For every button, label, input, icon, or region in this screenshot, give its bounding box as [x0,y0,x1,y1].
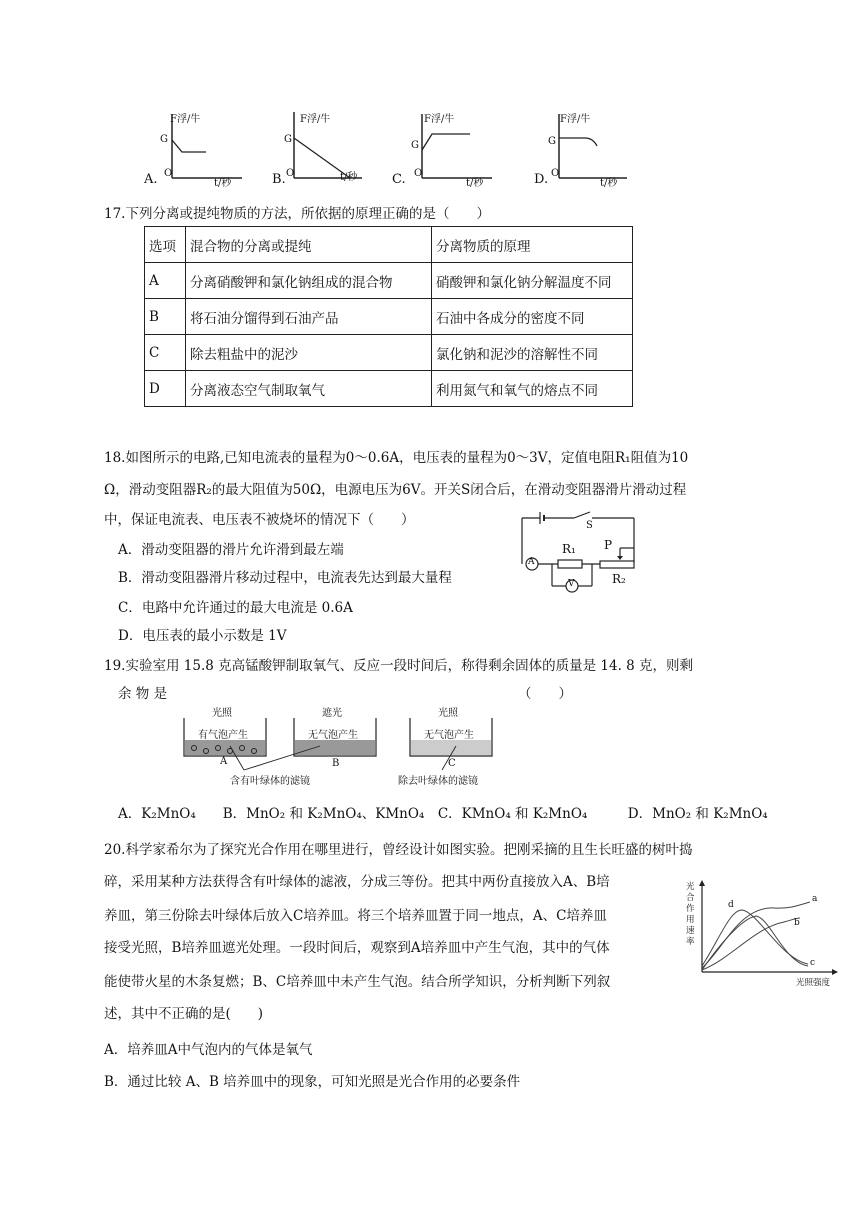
dish-a-light-label: 光照 [212,708,232,719]
dish-b-label: B [332,758,340,769]
q18-circuit-diagram [516,508,640,594]
q20-option-a[interactable]: A．培养皿A中气泡内的气体是氧气 [104,1042,313,1058]
table-row [145,263,633,299]
q16-option-c[interactable]: C. [392,172,406,187]
table-cell: A [145,263,186,299]
q17-table [144,226,633,407]
curve-d-label: d [728,900,734,910]
table-header-cell: 分离物质的原理 [432,227,633,263]
slider-p-label: P [604,538,613,552]
q16-c-o: O [414,168,423,179]
q20-photosynthesis-chart [684,878,844,988]
table-cell: 利用氮气和氧气的熔点不同 [432,371,633,407]
q16-c-xlabel: t/秒 [466,178,484,189]
table-cell: 硝酸钾和氯化钠分解温度不同 [432,263,633,299]
q16-b-o: O [286,168,295,179]
table-cell: 分离液态空气制取氧气 [186,371,432,407]
chart-xlabel: 光照强度 [796,978,831,988]
filtrate-with-chloroplast-label: 含有叶绿体的滤镜 [230,776,310,787]
q20-line4: 接受光照，B培养皿遮光处理。一段时间后，观察到A培养皿中产生气泡，其中的气体 [104,940,610,956]
r2-label: R₂ [612,572,626,586]
q18-option-b[interactable]: B．滑动变阻器滑片移动过程中，电流表先达到最大量程 [118,570,452,586]
dish-c-label: C [448,758,456,769]
dish-a-bubbles-label: 有气泡产生 [198,730,248,741]
q16-a-g: G [160,134,168,145]
curve-c-label: c [810,958,816,968]
q18-line2: Ω，滑动变阻器R₂的最大阻值为50Ω，电源电压为6V。开关S闭合后，在滑动变阻器滑片滑动过程 [104,482,687,498]
q20-option-b[interactable]: B．通过比较 A、B 培养皿中的现象，可知光照是光合作用的必要条件 [104,1074,521,1090]
dish-c-bubbles-label: 无气泡产生 [424,730,474,741]
q19-answer-paren: （ ） [518,686,572,702]
table-cell: D [145,371,186,407]
q19-options[interactable]: A．K₂MnO₄ B．MnO₂ 和 K₂MnO₄、KMnO₄ C．KMnO₄ 和 K₂MnO₄ D．MnO₂ 和 K₂MnO₄ [118,806,768,822]
table-cell: 分离硝酸钾和氯化钠组成的混合物 [186,263,432,299]
q16-d-ylabel: F浮/牛 [560,114,591,125]
q16-d-xlabel: t/秒 [600,178,618,189]
q16-b-ylabel: F浮/牛 [300,114,331,125]
q16-option-b[interactable]: B. [272,172,286,187]
ammeter-label: A [528,557,535,567]
table-cell: 氯化钠和泥沙的溶解性不同 [432,335,633,371]
q20-line6: 述，其中不正确的是( ) [104,1006,264,1022]
q16-b-g: G [284,134,292,145]
q16-d-o: O [551,168,560,179]
q18-option-c[interactable]: C．电路中允许通过的最大电流是 0.6A [118,600,353,616]
q16-a-o: O [164,168,173,179]
dish-a-label: A [220,756,228,767]
q20-line5: 能使带火星的木条复燃；B、C培养皿中未产生气泡。结合所学知识，分析判断下列叙 [104,974,611,990]
table-header-cell: 混合物的分离或提纯 [186,227,432,263]
q16-option-a[interactable]: A. [144,172,158,187]
q16-c-ylabel: F浮/牛 [424,114,455,125]
curve-a-label: a [812,894,818,904]
dish-c-light-label: 光照 [438,708,458,719]
q16-option-d[interactable]: D. [534,172,549,187]
dish-b-bubbles-label: 无气泡产生 [308,730,358,741]
table-header-row [145,227,633,263]
q20-line1: 20.科学家希尔为了探究光合作用在哪里进行，曾经设计如图实验。把刚采摘的且生长旺盛的树叶捣 [104,842,693,858]
q19-petri-figure [180,704,500,796]
q16-d-g: G [548,136,556,147]
q16-c-g: G [411,140,419,151]
q20-line3: 养皿，第三份除去叶绿体后放入C培养皿。将三个培养皿置于同一地点，A、C培养皿 [104,908,607,924]
q16-a-ylabel: F浮/牛 [170,114,201,125]
filtrate-without-chloroplast-label: 除去叶绿体的滤镜 [398,776,478,787]
switch-label: S [586,520,593,531]
dish-b-dark-label: 遮光 [322,708,342,719]
q20-line2: 碎，采用某种方法获得含有叶绿体的滤液，分成三等份。把其中两份直接放入A、B培 [104,874,610,890]
q18-option-a[interactable]: A．滑动变阻器的滑片允许滑到最左端 [118,542,344,558]
table-cell: C [145,335,186,371]
table-cell: 将石油分馏得到石油产品 [186,299,432,335]
voltmeter-label: V [568,579,575,589]
q18-line3: 中，保证电流表、电压表不被烧坏的情况下（ ） [104,512,415,528]
table-row [145,371,633,407]
q16-b-xlabel: t/秒 [340,172,358,183]
q17-stem: 17.下列分离或提纯物质的方法，所依据的原理正确的是（ ） [104,206,490,222]
q16-a-xlabel: t/秒 [214,178,232,189]
table-row [145,335,633,371]
table-cell: 除去粗盐中的泥沙 [186,335,432,371]
table-row [145,299,633,335]
table-header-cell: 选项 [145,227,186,263]
curve-b-label: b [794,918,800,928]
table-cell: 石油中各成分的密度不同 [432,299,633,335]
q19-line2: 余 物 是 [118,686,168,702]
q18-line1: 18.如图所示的电路,已知电流表的量程为0～0.6A，电压表的量程为0～3V，定值电阻R₁阻值为10 [104,450,689,466]
chart-ylabel: 光合作用速率 [686,882,695,947]
table-cell: B [145,299,186,335]
q18-option-d[interactable]: D．电压表的最小示数是 1V [118,628,287,644]
q19-line1: 19.实验室用 15.8 克高锰酸钾制取氧气、反应一段时间后，称得剩余固体的质量是 14. 8 克，则剩 [104,658,694,674]
r1-label: R₁ [562,542,576,556]
